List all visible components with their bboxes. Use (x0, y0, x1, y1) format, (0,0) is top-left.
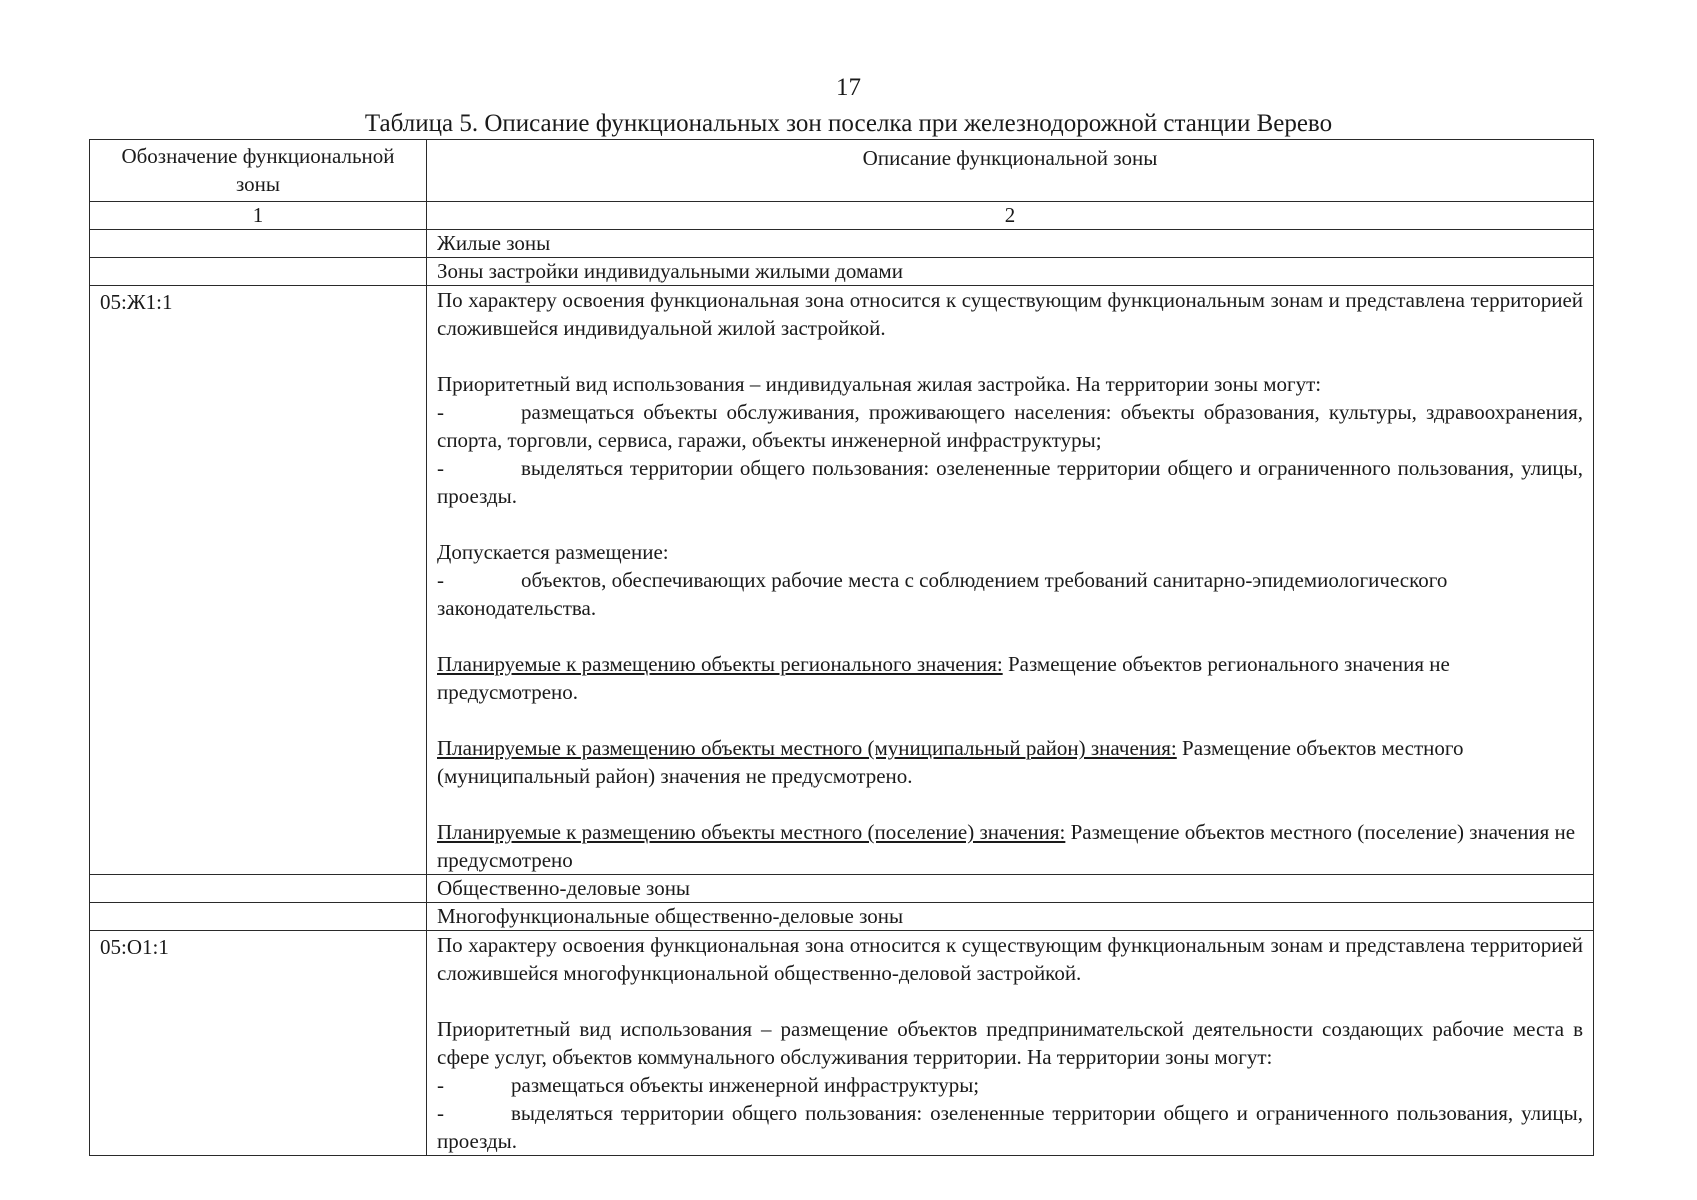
table-header-row (90, 140, 1594, 202)
paragraph: Планируемые к размещению объекты регионального значения: Размещение объектов регионального значения не предусмотрено. (437, 652, 1450, 704)
list-item: - выделяться территории общего пользования: озелененные территории общего и ограниченного пользования, улицы, проезды. (437, 456, 1583, 508)
paragraph: Планируемые к размещению объекты местного (поселение) значения: Размещение объектов местного (поселение) значения не предусмотрено (437, 820, 1576, 872)
zones-table (89, 139, 1594, 1156)
paragraph: Приоритетный вид использования – индивидуальная жилая застройка. На территории зоны могут: (437, 372, 1322, 396)
zone-description (427, 931, 1594, 1156)
table-row (90, 286, 1594, 875)
column-number-2: 2 (427, 202, 1594, 230)
header-zone-designation: Обозначение функциональной зоны (90, 140, 427, 202)
municipal-label: Планируемые к размещению объекты местного (муниципальный район) значения: (437, 736, 1177, 760)
category-row (90, 230, 1594, 258)
column-number-row (90, 202, 1594, 230)
subcategory-individual-housing: Зоны застройки индивидуальными жилыми домами (427, 258, 1594, 286)
zone-code: 05:Ж1:1 (90, 286, 427, 875)
subcategory-row (90, 258, 1594, 286)
page-number: 17 (836, 74, 861, 101)
list-item: - объектов, обеспечивающих рабочие места с соблюдением требований санитарно-эпидемиологического законодательства. (437, 568, 1448, 620)
subcategory-multifunctional: Многофункциональные общественно-деловые зоны (427, 903, 1594, 931)
header-zone-description: Описание функциональной зоны (427, 140, 1594, 202)
paragraph: По характеру освоения функциональная зона относится к существующим функциональным зонам и представлена территорией сложившейся индивидуальной жилой застройкой. (437, 288, 1583, 340)
table-row (90, 931, 1594, 1156)
subcategory-row (90, 903, 1594, 931)
category-residential: Жилые зоны (427, 230, 1594, 258)
zone-code: 05:О1:1 (90, 931, 427, 1156)
paragraph: Планируемые к размещению объекты местного (муниципальный район) значения: Размещение объектов местного (муниципальный район) значения не предусмотрено. (437, 736, 1464, 788)
paragraph: Допускается размещение: (437, 540, 669, 564)
table-caption: Таблица 5. Описание функциональных зон поселка при железнодорожной станции Верево (364, 110, 1333, 137)
zone-description (427, 286, 1594, 875)
list-item: - размещаться объекты обслуживания, проживающего населения: объекты образования, культуры, здравоохранения, спорта, торговли, сервиса, гаражи, объекты инженерной инфраструктуры; (437, 400, 1583, 452)
category-row (90, 875, 1594, 903)
column-number-1: 1 (90, 202, 427, 230)
local-label: Планируемые к размещению объекты местного (поселение) значения: (437, 820, 1066, 844)
paragraph: Приоритетный вид использования – размещение объектов предпринимательской деятельности создающих рабочие места в сфере услуг, объектов коммунального обслуживания территории. На территории зоны могут: (437, 1017, 1583, 1069)
paragraph: По характеру освоения функциональная зона относится к существующим функциональным зонам и представлена территорией сложившейся многофункциональной общественно-деловой застройкой. (437, 933, 1583, 985)
category-public-business: Общественно-деловые зоны (427, 875, 1594, 903)
list-item: - выделяться территории общего пользования: озелененные территории общего и ограниченного пользования, улицы, проезды. (437, 1101, 1583, 1153)
regional-label: Планируемые к размещению объекты регионального значения: (437, 652, 1003, 676)
list-item: - размещаться объекты инженерной инфраструктуры; (437, 1073, 980, 1097)
